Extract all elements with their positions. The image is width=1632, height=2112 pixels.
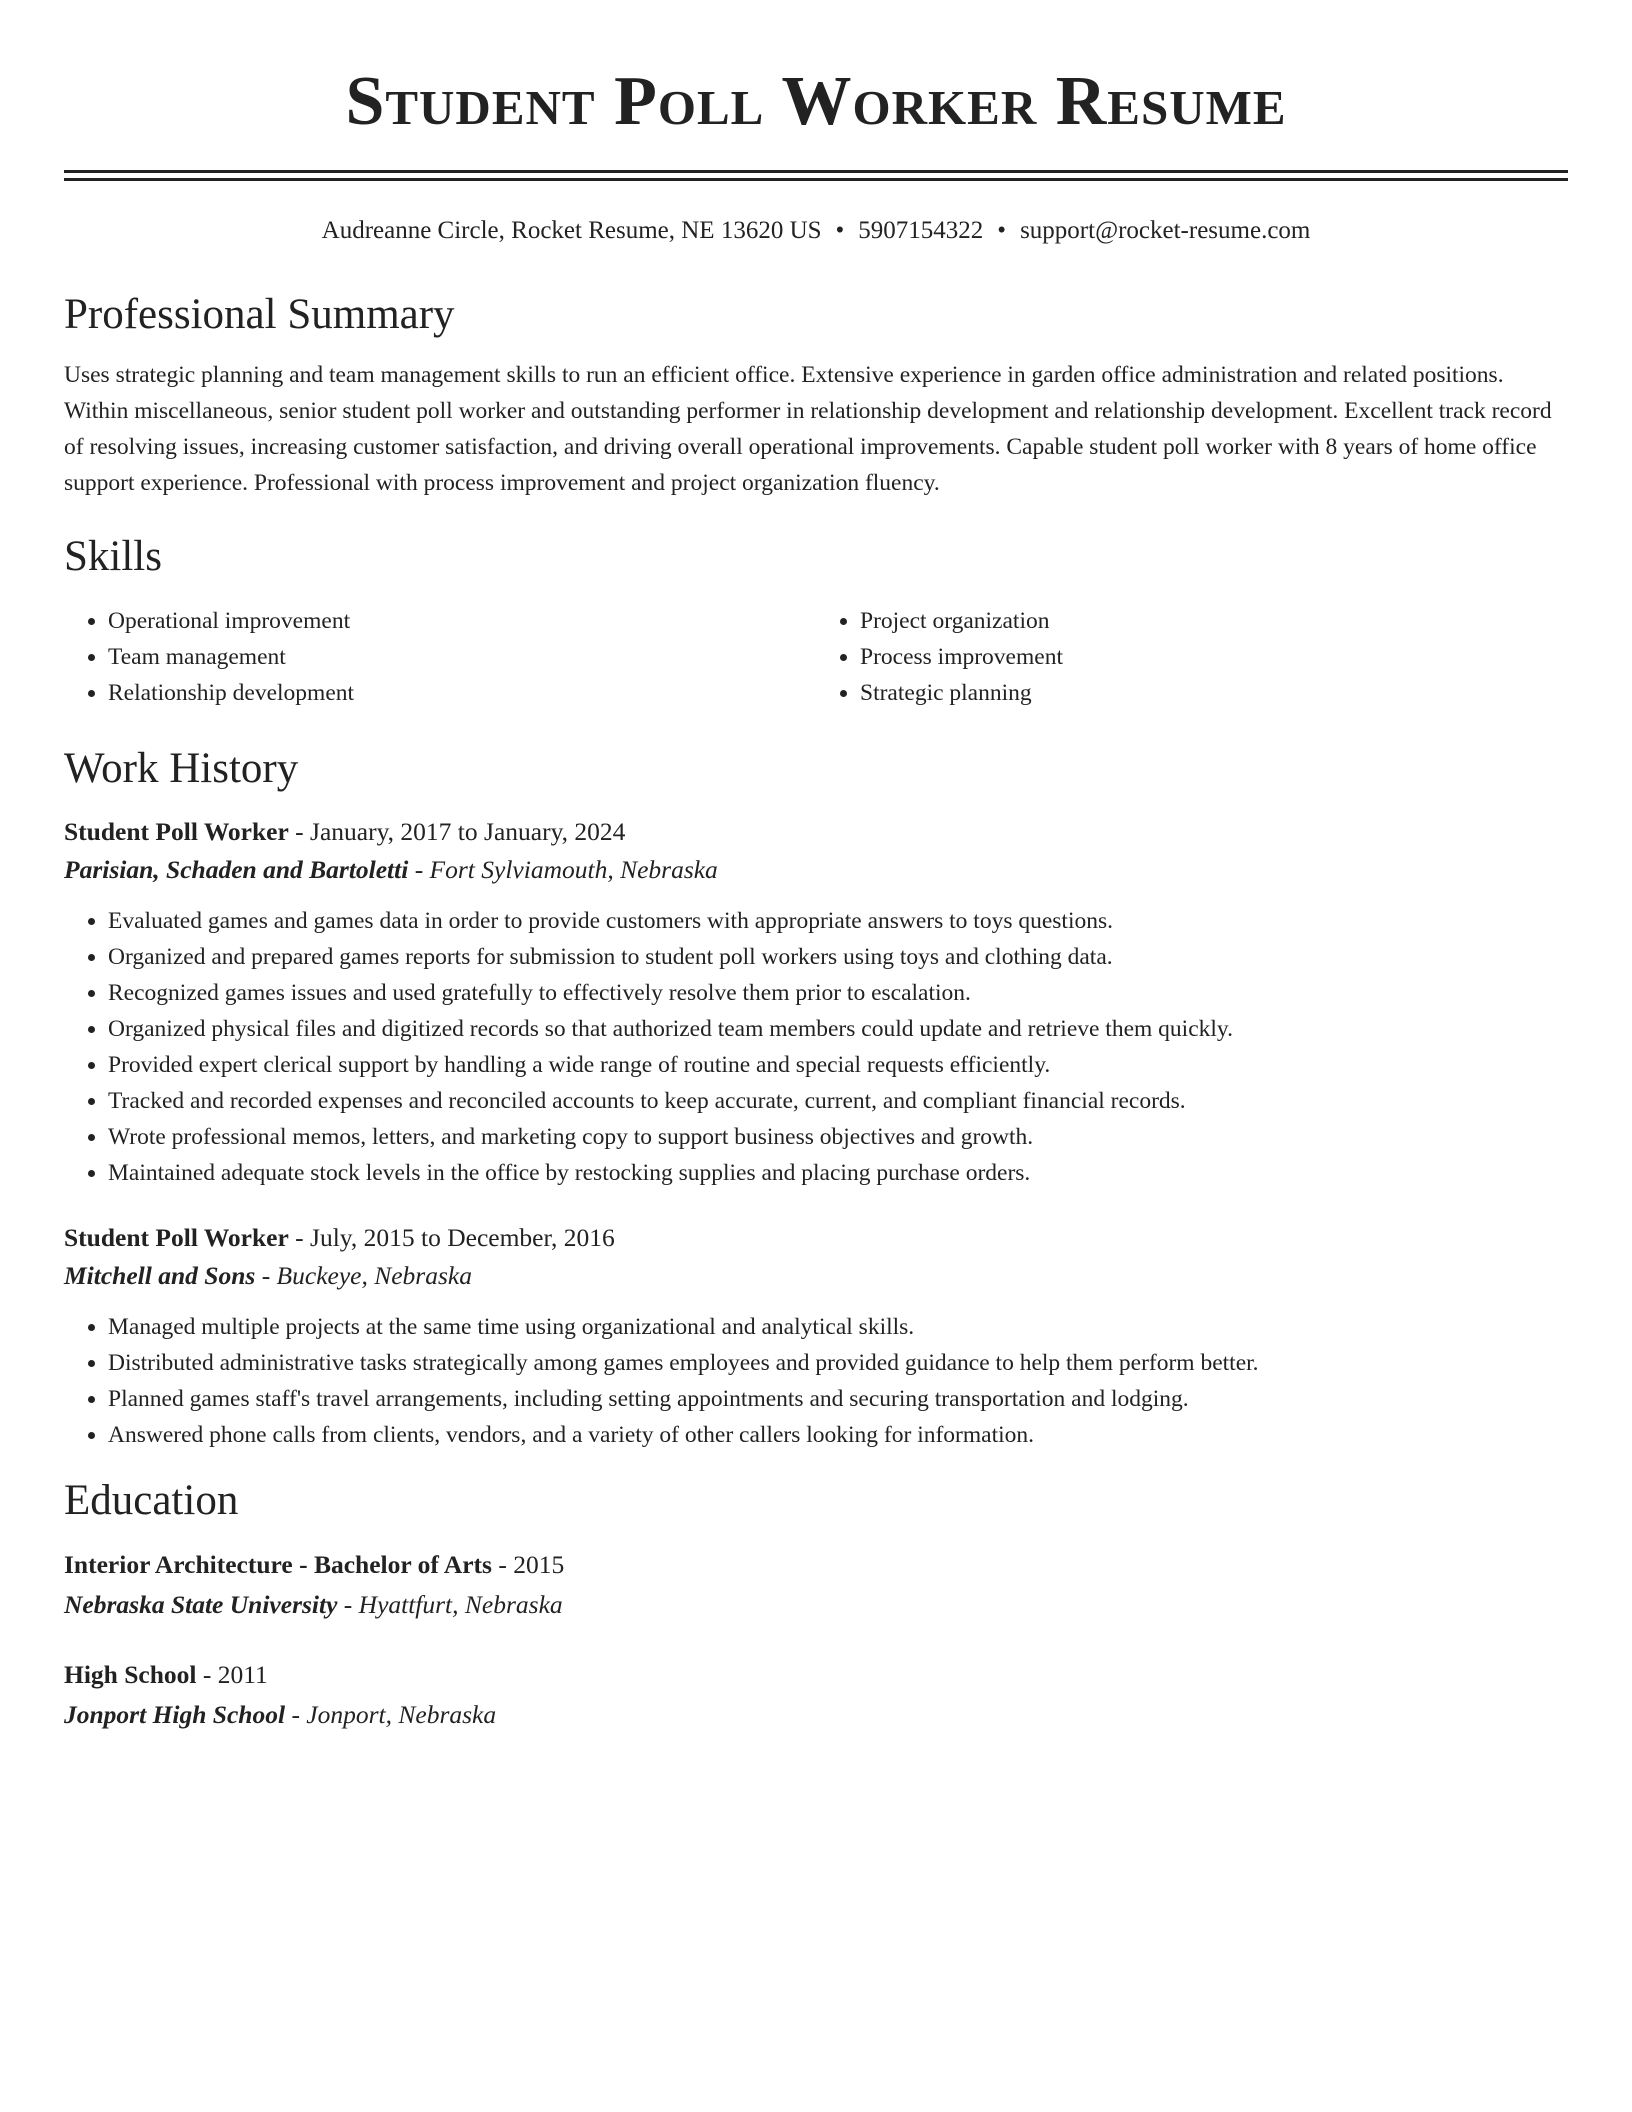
education-year: - 2011 [196, 1660, 268, 1689]
job-duty: • Organized and prepared games reports for submission to student poll workers using toys and clothing data. [108, 939, 1568, 975]
contact-separator: • [997, 217, 1007, 244]
skill-item: • Relationship development [108, 675, 816, 711]
skill-item: • Strategic planning [860, 675, 1568, 711]
education-school: Jonport High School [64, 1700, 286, 1729]
job-role: Student Poll Worker [64, 1223, 289, 1252]
contact-email: support@rocket-resume.com [1020, 217, 1311, 244]
education-heading: Education [64, 1477, 239, 1524]
job-duty: • Distributed administrative tasks strategically among games employees and provided guidance to help them perform better. [108, 1345, 1568, 1381]
job-duty: • Tracked and recorded expenses and reconciled accounts to keep accurate, current, and compliant financial records. [108, 1083, 1568, 1119]
job-title-line [64, 813, 1568, 851]
job-duty: • Answered phone calls from clients, vendors, and a variety of other callers looking for information. [108, 1417, 1568, 1453]
job-duty: • Maintained adequate stock levels in the office by restocking supplies and placing purchase orders. [108, 1155, 1568, 1191]
job-company: Parisian, Schaden and Bartoletti [64, 855, 409, 884]
job-duty: • Managed multiple projects at the same time using organizational and analytical skills. [108, 1309, 1568, 1345]
contact-separator: • [835, 217, 845, 244]
summary-heading: Professional Summary [64, 291, 455, 338]
job-duties [64, 903, 1568, 1191]
education-degree: Interior Architecture - Bachelor of Arts [64, 1550, 492, 1579]
job-duties [64, 1309, 1568, 1453]
education-school: Nebraska State University [64, 1590, 338, 1619]
job-entry [64, 813, 1568, 1191]
skill-item: • Project organization [860, 603, 1568, 639]
education-entry [64, 1655, 1568, 1735]
job-company: Mitchell and Sons [64, 1261, 256, 1290]
job-company-line [64, 1257, 1568, 1295]
skills-column-right [816, 603, 1568, 711]
job-role: Student Poll Worker [64, 817, 289, 846]
job-entry [64, 1219, 1568, 1453]
job-dates: - July, 2015 to December, 2016 [288, 1223, 615, 1252]
job-duty: • Provided expert clerical support by handling a wide range of routine and special requests efficiently. [108, 1047, 1568, 1083]
skill-item: • Team management [108, 639, 816, 675]
job-title-line [64, 1219, 1568, 1257]
education-school-line [64, 1695, 1568, 1735]
education-location: - Jonport, Nebraska [285, 1700, 497, 1729]
job-duty: • Organized physical files and digitized records so that authorized team members could update and retrieve them quickly. [108, 1011, 1568, 1047]
job-location: - Buckeye, Nebraska [255, 1261, 472, 1290]
job-duty: • Evaluated games and games data in order to provide customers with appropriate answers to toys questions. [108, 903, 1568, 939]
job-company-line [64, 851, 1568, 889]
education-degree-line [64, 1655, 1568, 1695]
skills-list [64, 603, 1568, 711]
skills-column-left [64, 603, 816, 711]
skill-item: • Process improvement [860, 639, 1568, 675]
skill-item: • Operational improvement [108, 603, 816, 639]
summary-text: Uses strategic planning and team management skills to run an efficient office. Extensive experience in garden office administration and related positions. Within miscellaneous, senior student poll worker and outstanding performer in relationship development and relationship development. Excellent track record of resolving issues, increasing customer satisfaction, and driving overall operational improvements. Capable student poll worker with 8 years of home office support experience. Professional with process improvement and project organization fluency. [64, 362, 1552, 496]
education-year: - 2015 [491, 1550, 565, 1579]
contact-phone: 5907154322 [858, 217, 984, 244]
education-school-line [64, 1585, 1568, 1625]
resume-title: Student Poll Worker Resume [345, 63, 1287, 140]
job-dates: - January, 2017 to January, 2024 [288, 817, 626, 846]
skills-heading: Skills [64, 533, 162, 580]
education-entry [64, 1545, 1568, 1625]
education-degree-line [64, 1545, 1568, 1585]
title-divider [64, 170, 1568, 181]
job-duty: • Recognized games issues and used gratefully to effectively resolve them prior to escalation. [108, 975, 1568, 1011]
job-duty: • Planned games staff's travel arrangements, including setting appointments and securing transportation and lodging. [108, 1381, 1568, 1417]
job-location: - Fort Sylviamouth, Nebraska [408, 855, 718, 884]
education-location: - Hyattfurt, Nebraska [337, 1590, 563, 1619]
contact-address: Audreanne Circle, Rocket Resume, NE 13620 US [321, 217, 822, 244]
contact-line [64, 215, 1568, 247]
work-history-heading: Work History [64, 745, 299, 792]
job-duty: • Wrote professional memos, letters, and marketing copy to support business objectives and growth. [108, 1119, 1568, 1155]
education-degree: High School [64, 1660, 197, 1689]
